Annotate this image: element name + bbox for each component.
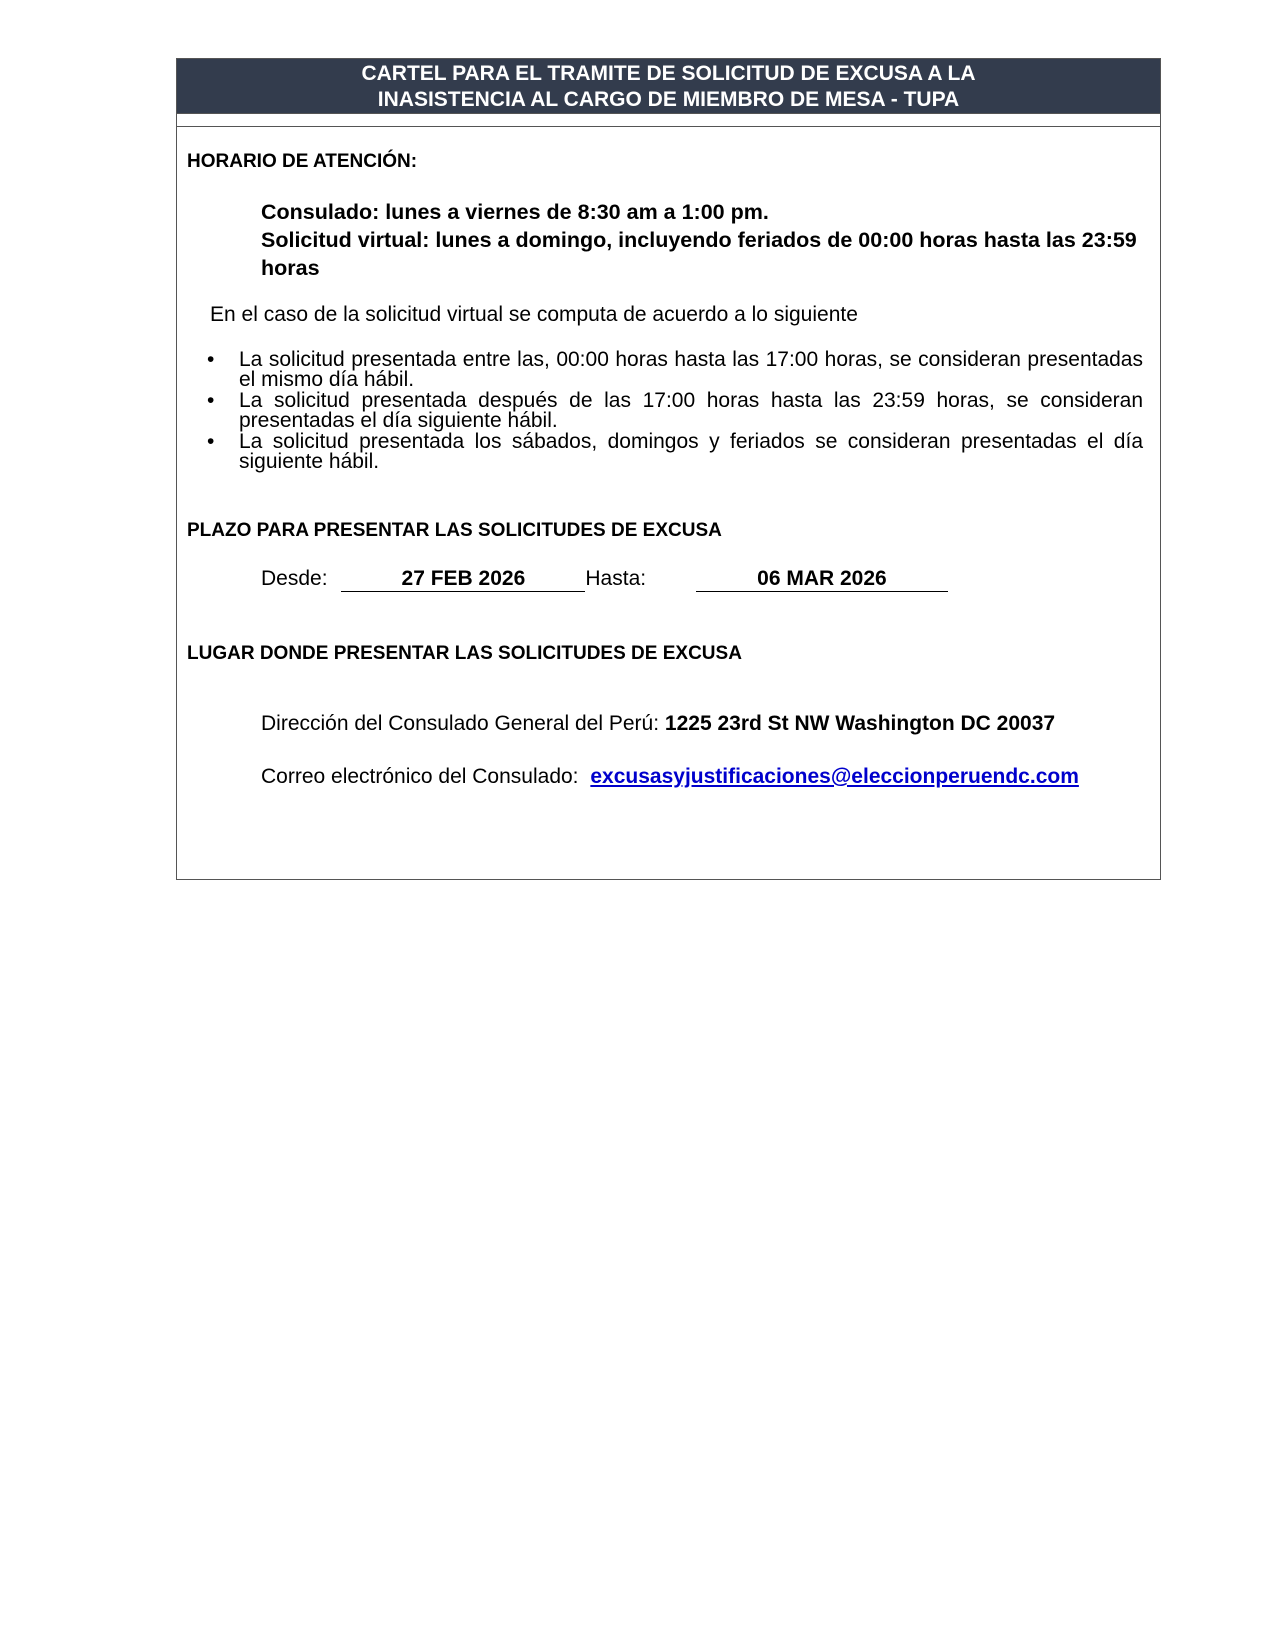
correo-row: [261, 765, 1079, 789]
bullet-icon: •: [207, 430, 215, 453]
lugar-heading: LUGAR DONDE PRESENTAR LAS SOLICITUDES DE EXCUSA: [187, 643, 742, 664]
header-divider-band: [177, 113, 1160, 127]
list-item: [207, 432, 1143, 472]
plazo-dates-row: [261, 567, 948, 592]
list-item: [207, 350, 1143, 390]
desde-label: Desde:: [261, 567, 328, 590]
hasta-label: Hasta:: [585, 567, 647, 590]
notice-box: [176, 58, 1161, 880]
horario-heading: HORARIO DE ATENCIÓN:: [187, 151, 418, 172]
hasta-date-field: 06 MAR 2026: [696, 567, 948, 592]
header-title-line-2: INASISTENCIA AL CARGO DE MIEMBRO DE MESA - TUPA: [377, 88, 960, 111]
notice-header: [177, 59, 1160, 113]
direccion-label: Dirección del Consulado General del Perú:: [261, 712, 660, 735]
bullet-icon: •: [207, 389, 215, 412]
correo-email-link[interactable]: excusasyjustificaciones@eleccionperuendc.com: [590, 765, 1079, 788]
virtual-intro-text: En el caso de la solicitud virtual se computa de acuerdo a lo siguiente: [210, 303, 858, 326]
bullet-icon: •: [207, 348, 215, 371]
plazo-heading: PLAZO PARA PRESENTAR LAS SOLICITUDES DE EXCUSA: [187, 520, 722, 541]
rule-text: La solicitud presentada entre las, 00:00 horas hasta las 17:00 horas, se consideran presentadas el mismo día hábil.: [239, 348, 1143, 391]
desde-date-field: 27 FEB 2026: [341, 567, 585, 592]
horario-consulado: Consulado: lunes a viernes de 8:30 am a 1:00 pm.: [261, 200, 769, 224]
virtual-rules-list: [207, 350, 1143, 473]
direccion-row: [261, 712, 1055, 736]
header-title-line-1: CARTEL PARA EL TRAMITE DE SOLICITUD DE EXCUSA A LA: [361, 62, 976, 85]
rule-text: La solicitud presentada los sábados, domingos y feriados se consideran presentadas el día siguiente hábil.: [239, 430, 1143, 473]
direccion-value: 1225 23rd St NW Washington DC 20037: [664, 712, 1056, 735]
list-item: [207, 391, 1143, 431]
correo-label: Correo electrónico del Consulado:: [261, 765, 579, 788]
rule-text: La solicitud presentada después de las 17:00 horas hasta las 23:59 horas, se consideran presentadas el día siguiente hábil.: [239, 389, 1143, 432]
horario-virtual: Solicitud virtual: lunes a domingo, incluyendo feriados de 00:00 horas hasta las 23:59 horas: [261, 228, 1137, 280]
